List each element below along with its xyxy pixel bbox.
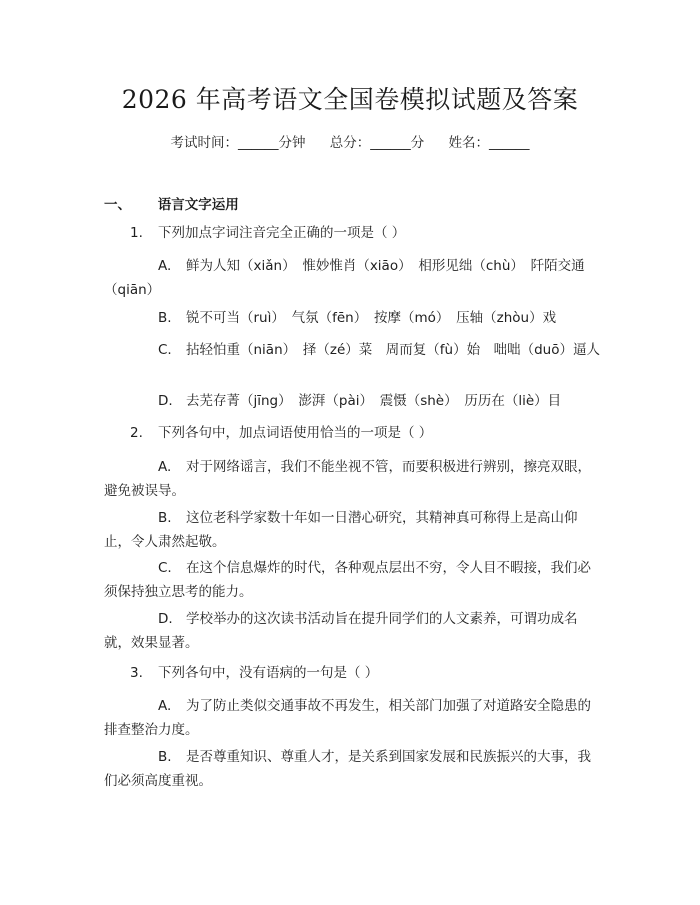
- question-1-option-a: [104, 254, 600, 302]
- option-label: B.: [158, 510, 172, 526]
- question-2-option-b: [104, 506, 600, 554]
- option-text: 为了防止类似交通事故不再发生，相关部门加强了对道路安全隐患的排查整治力度。: [104, 698, 591, 738]
- option-label: D.: [158, 611, 173, 627]
- section-title: 语言文字运用: [157, 197, 239, 213]
- question-1-option-b: [104, 306, 600, 330]
- question-stem: 下列加点字词注音完全正确的一项是（ ）: [158, 225, 406, 241]
- question-number: 2.: [130, 425, 143, 441]
- option-label: A.: [158, 698, 172, 714]
- question-3-option-a: [104, 694, 600, 742]
- option-text: 在这个信息爆炸的时代，各种观点层出不穷，令人目不暇接，我们必须保持独立思考的能力。: [104, 560, 591, 600]
- option-label: C.: [158, 560, 172, 576]
- exam-time: 考试时间：______分钟: [170, 135, 306, 151]
- section-number: 一、: [104, 197, 131, 213]
- option-text: 对于网络谣言，我们不能坐视不管，而要积极进行辨别，擦亮双眼，避免被误导。: [104, 459, 591, 499]
- exam-score: 总分：______分: [329, 135, 425, 151]
- question-stem: 下列各句中，加点词语使用恰当的一项是（ ）: [158, 425, 433, 441]
- question-1-option-d: [104, 389, 600, 413]
- question-2-option-d: [104, 607, 600, 655]
- option-text: 是否尊重知识、尊重人才，是关系到国家发展和民族振兴的大事，我们必须高度重视。: [104, 749, 591, 789]
- option-text: 鲜为人知（xiǎn） 惟妙惟肖（xiāo） 相形见绌（chù） 阡陌交通（qiān）: [104, 258, 585, 298]
- question-1: [130, 221, 610, 245]
- question-number: 1.: [130, 225, 143, 241]
- question-stem: 下列各句中，没有语病的一句是（ ）: [158, 665, 379, 681]
- section-heading: [104, 193, 239, 213]
- exam-meta: [0, 131, 700, 151]
- option-label: A.: [158, 459, 172, 475]
- option-text: 这位老科学家数十年如一日潜心研究，其精神真可称得上是高山仰止，令人肃然起敬。: [104, 510, 578, 550]
- question-number: 3.: [130, 665, 143, 681]
- option-label: D.: [158, 393, 173, 409]
- exam-name: 姓名：______: [448, 135, 530, 151]
- question-2-option-c: [104, 556, 600, 604]
- option-text: 去芜存菁（jīng） 澎湃（pài） 震慑（shè） 历历在（liè）目: [186, 393, 562, 409]
- question-2: [130, 421, 610, 445]
- option-text: 学校举办的这次读书活动旨在提升同学们的人文素养，可谓功成名就，效果显著。: [104, 611, 578, 651]
- option-label: B.: [158, 749, 172, 765]
- option-label: B.: [158, 310, 172, 326]
- option-text: 锐不可当（ruì） 气氛（fēn） 按摩（mó） 压轴（zhòu）戏: [186, 310, 557, 326]
- option-label: C.: [158, 342, 172, 358]
- page-title: 2026 年高考语文全国卷模拟试题及答案: [121, 85, 579, 114]
- question-3-option-b: [104, 745, 600, 793]
- option-label: A.: [158, 258, 172, 274]
- question-3: [130, 661, 610, 685]
- question-1-option-c: [104, 338, 600, 362]
- question-2-option-a: [104, 455, 600, 503]
- option-text: 拈轻怕重（niān） 择（zé）菜 周而复（fù）始 咄咄（duō）逼人: [186, 342, 600, 358]
